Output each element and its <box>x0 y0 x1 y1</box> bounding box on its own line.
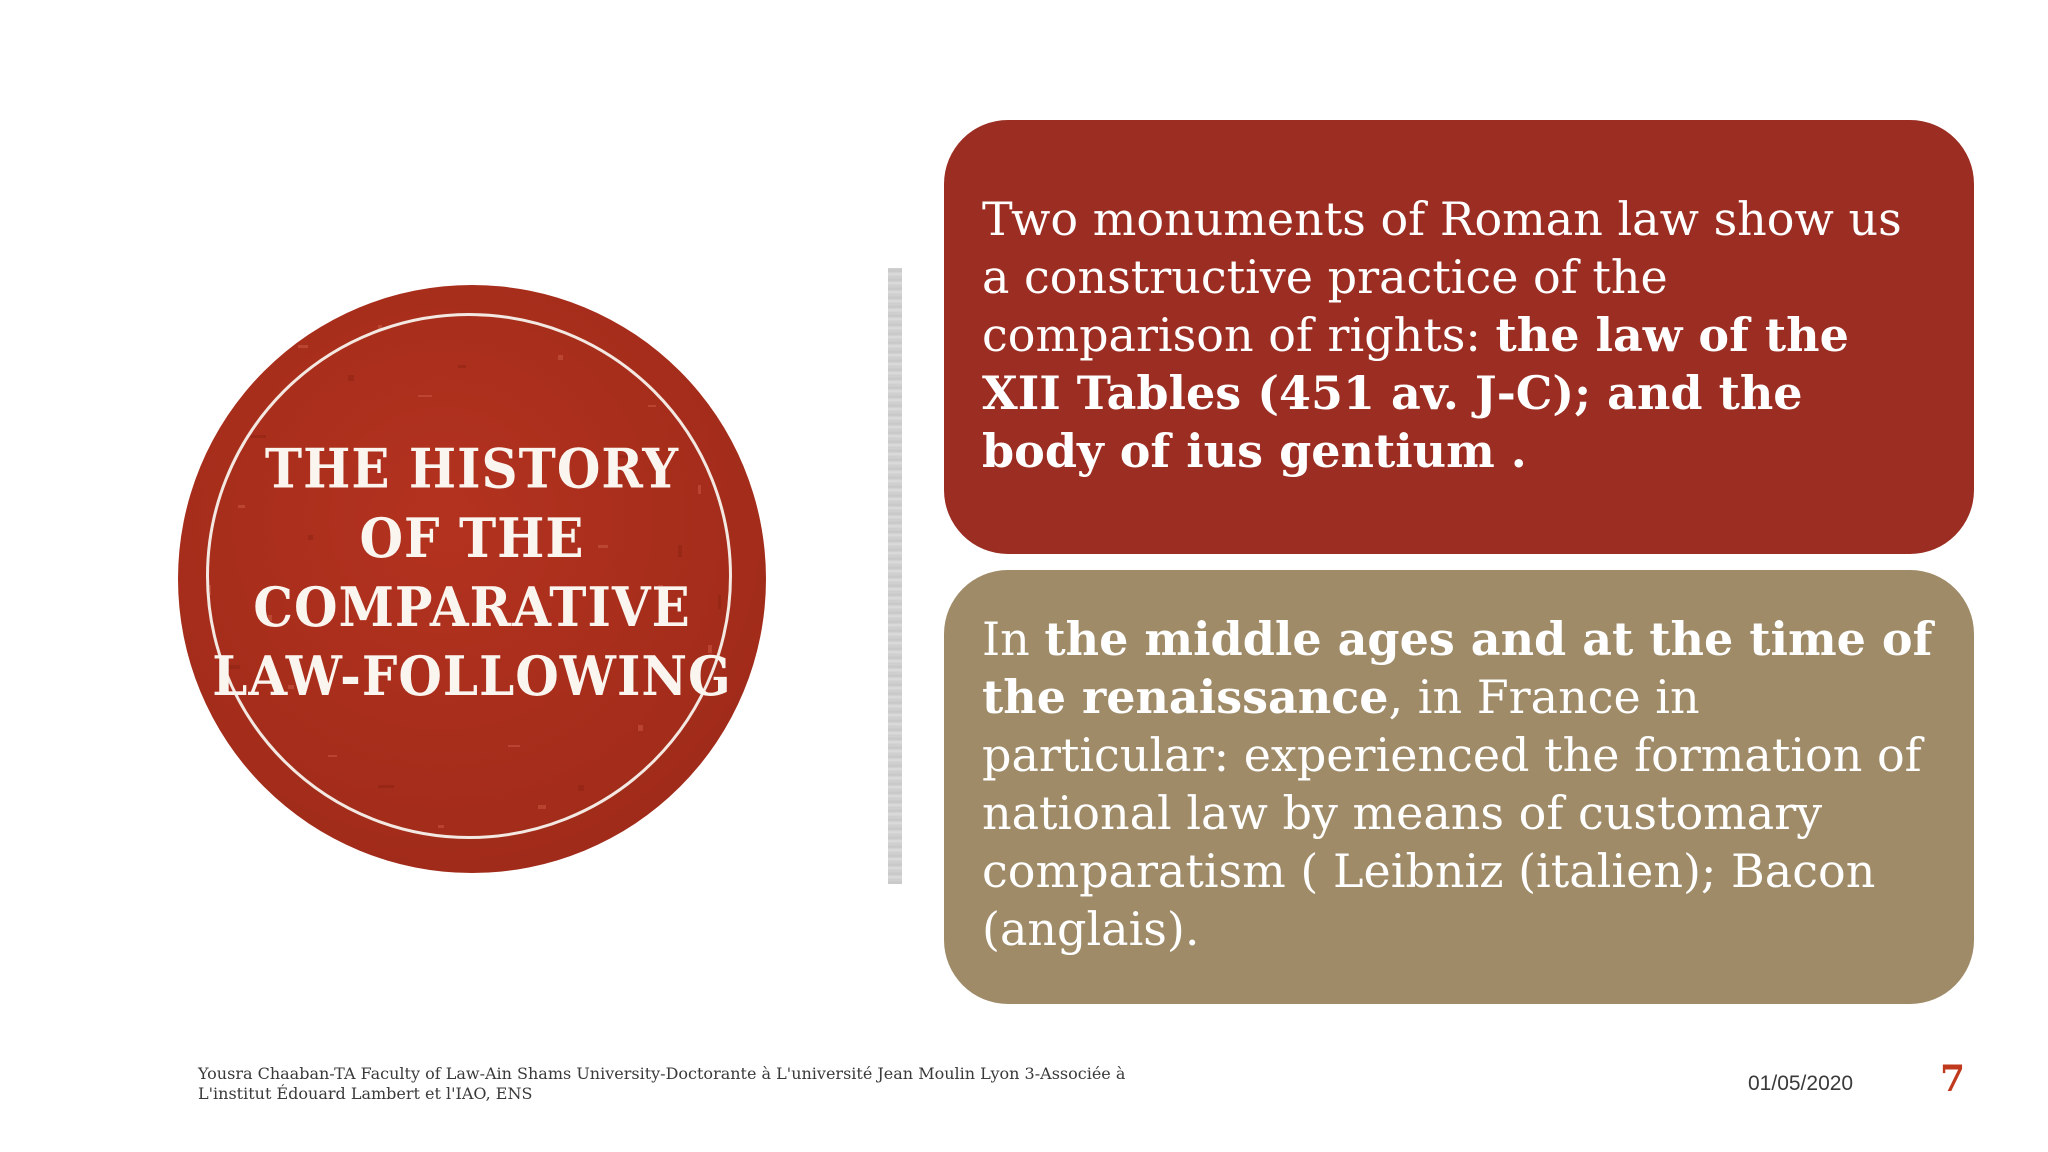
footer-author <box>198 1064 1218 1104</box>
section-title-line: OF THE <box>359 506 585 570</box>
footer-line: Yousra Chaaban-TA Faculty of Law-Ain Shams University-Doctorante à L'université Jean Moulin Lyon 3-Associée à <box>198 1064 1126 1083</box>
middle-ages-text <box>982 610 1934 958</box>
footer-line: L'institut Édouard Lambert et l'IAO, ENS <box>198 1084 533 1103</box>
section-title-line: THE HISTORY <box>264 436 680 501</box>
page-number: 7 <box>1940 1058 1966 1100</box>
section-title-line: LAW-FOLLOWING <box>212 644 732 708</box>
roman-law-plain: Two monuments of Roman law show us a constructive practice of the comparison of rights: <box>982 192 1902 362</box>
roman-law-bold: the law of the XII Tables (451 av. J-C); and the body of ius gentium . <box>982 308 1849 478</box>
middle-ages-bold: the middle ages and at the time of the renaissance <box>982 612 1933 724</box>
middle-ages-intro: In <box>982 612 1045 666</box>
roman-law-text <box>982 190 1934 480</box>
middle-ages-box <box>944 570 1974 1004</box>
section-title-line: COMPARATIVE <box>253 575 691 639</box>
roman-law-box <box>944 120 1974 554</box>
title-stamp <box>178 285 766 873</box>
middle-ages-rest: , in France in particular: experienced the formation of national law by means of customary comparatism ( Leibniz (italien); Bacon (anglais). <box>982 670 1922 956</box>
vertical-divider <box>888 268 902 884</box>
section-title <box>178 435 766 711</box>
footer-date: 01/05/2020 <box>1748 1072 1854 1095</box>
